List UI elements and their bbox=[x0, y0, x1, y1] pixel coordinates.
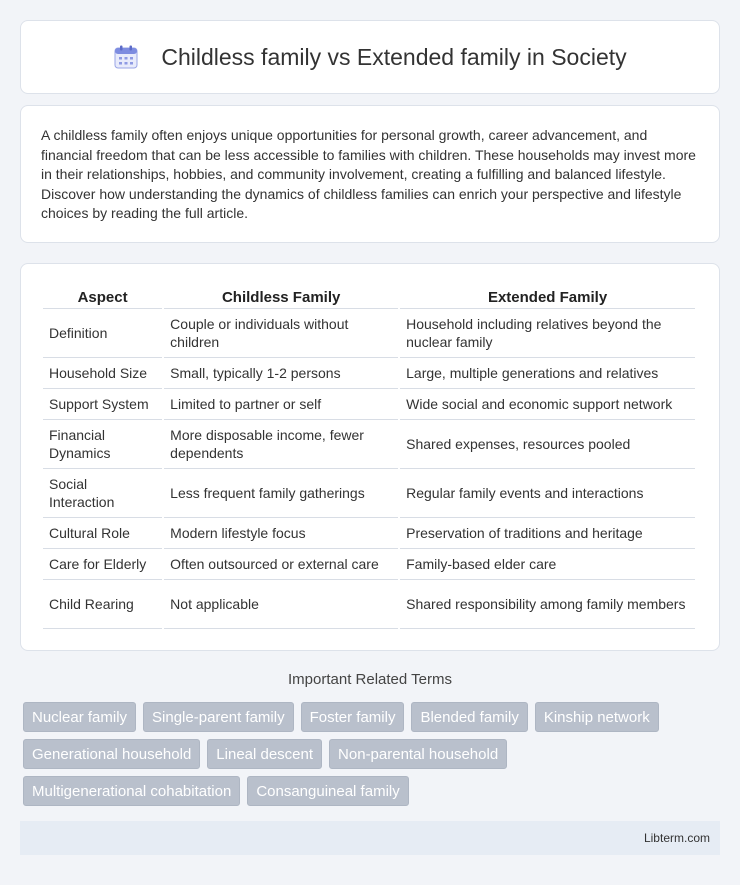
table-row bbox=[43, 309, 695, 358]
calendar-icon bbox=[113, 44, 139, 70]
table-cell: Often outsourced or external care bbox=[164, 549, 398, 580]
table-row bbox=[43, 358, 695, 389]
term-tag[interactable]: Single-parent family bbox=[143, 702, 294, 732]
term-tag[interactable]: Blended family bbox=[411, 702, 527, 732]
header-aspect: Aspect bbox=[43, 284, 162, 309]
table-cell: Definition bbox=[43, 309, 162, 358]
term-tag[interactable]: Foster family bbox=[301, 702, 405, 732]
table-row bbox=[43, 420, 695, 469]
table-row bbox=[43, 580, 695, 629]
header-childless: Childless Family bbox=[164, 284, 398, 309]
intro-card bbox=[20, 105, 720, 243]
related-terms-list bbox=[23, 702, 723, 806]
table-cell: Less frequent family gatherings bbox=[164, 469, 398, 518]
footer bbox=[20, 821, 720, 855]
table-cell: Care for Elderly bbox=[43, 549, 162, 580]
term-tag[interactable]: Kinship network bbox=[535, 702, 659, 732]
table-cell: Limited to partner or self bbox=[164, 389, 398, 420]
table-cell: Large, multiple generations and relatives bbox=[400, 358, 695, 389]
table-row bbox=[43, 389, 695, 420]
table-cell: Household Size bbox=[43, 358, 162, 389]
table-row bbox=[43, 518, 695, 549]
term-tag[interactable]: Consanguineal family bbox=[247, 776, 408, 806]
footer-site-link[interactable]: Libterm.com bbox=[643, 831, 710, 845]
table-cell: Household including relatives beyond the nuclear family bbox=[400, 309, 695, 358]
intro-text: A childless family often enjoys unique opportunities for personal growth, career advancement, and financial freedom that can be less accessible to families with children. These households may invest more in their relationships, hobbies, and community involvement, creating a fulfilling and balanced lifestyle. Discover how understanding the dynamics of childless families can enrich your perspective and lifestyle choices by reading the full article. bbox=[41, 127, 696, 221]
table-cell: Shared expenses, resources pooled bbox=[400, 420, 695, 469]
table-cell: Shared responsibility among family members bbox=[400, 580, 695, 629]
table-cell: Couple or individuals without children bbox=[164, 309, 398, 358]
term-tag[interactable]: Non-parental household bbox=[329, 739, 507, 769]
comparison-table bbox=[41, 284, 697, 629]
comparison-card bbox=[20, 263, 720, 651]
table-cell: Not applicable bbox=[164, 580, 398, 629]
table-cell: Cultural Role bbox=[43, 518, 162, 549]
term-tag[interactable]: Lineal descent bbox=[207, 739, 322, 769]
table-cell: Family-based elder care bbox=[400, 549, 695, 580]
title-card bbox=[20, 20, 720, 94]
table-cell: Small, typically 1-2 persons bbox=[164, 358, 398, 389]
related-terms-title: Important Related Terms bbox=[288, 671, 452, 688]
table-cell: Preservation of traditions and heritage bbox=[400, 518, 695, 549]
term-tag[interactable]: Multigenerational cohabitation bbox=[23, 776, 240, 806]
term-tag[interactable]: Nuclear family bbox=[23, 702, 136, 732]
page-title: Childless family vs Extended family in Society bbox=[161, 43, 627, 70]
table-cell: Child Rearing bbox=[43, 580, 162, 629]
table-cell: Wide social and economic support network bbox=[400, 389, 695, 420]
table-cell: Social Interaction bbox=[43, 469, 162, 518]
table-row bbox=[43, 549, 695, 580]
table-cell: More disposable income, fewer dependents bbox=[164, 420, 398, 469]
term-tag[interactable]: Generational household bbox=[23, 739, 200, 769]
table-cell: Regular family events and interactions bbox=[400, 469, 695, 518]
table-row bbox=[43, 469, 695, 518]
table-cell: Modern lifestyle focus bbox=[164, 518, 398, 549]
table-cell: Support System bbox=[43, 389, 162, 420]
table-cell: Financial Dynamics bbox=[43, 420, 162, 469]
table-header-row bbox=[43, 284, 695, 309]
header-extended: Extended Family bbox=[400, 284, 695, 309]
